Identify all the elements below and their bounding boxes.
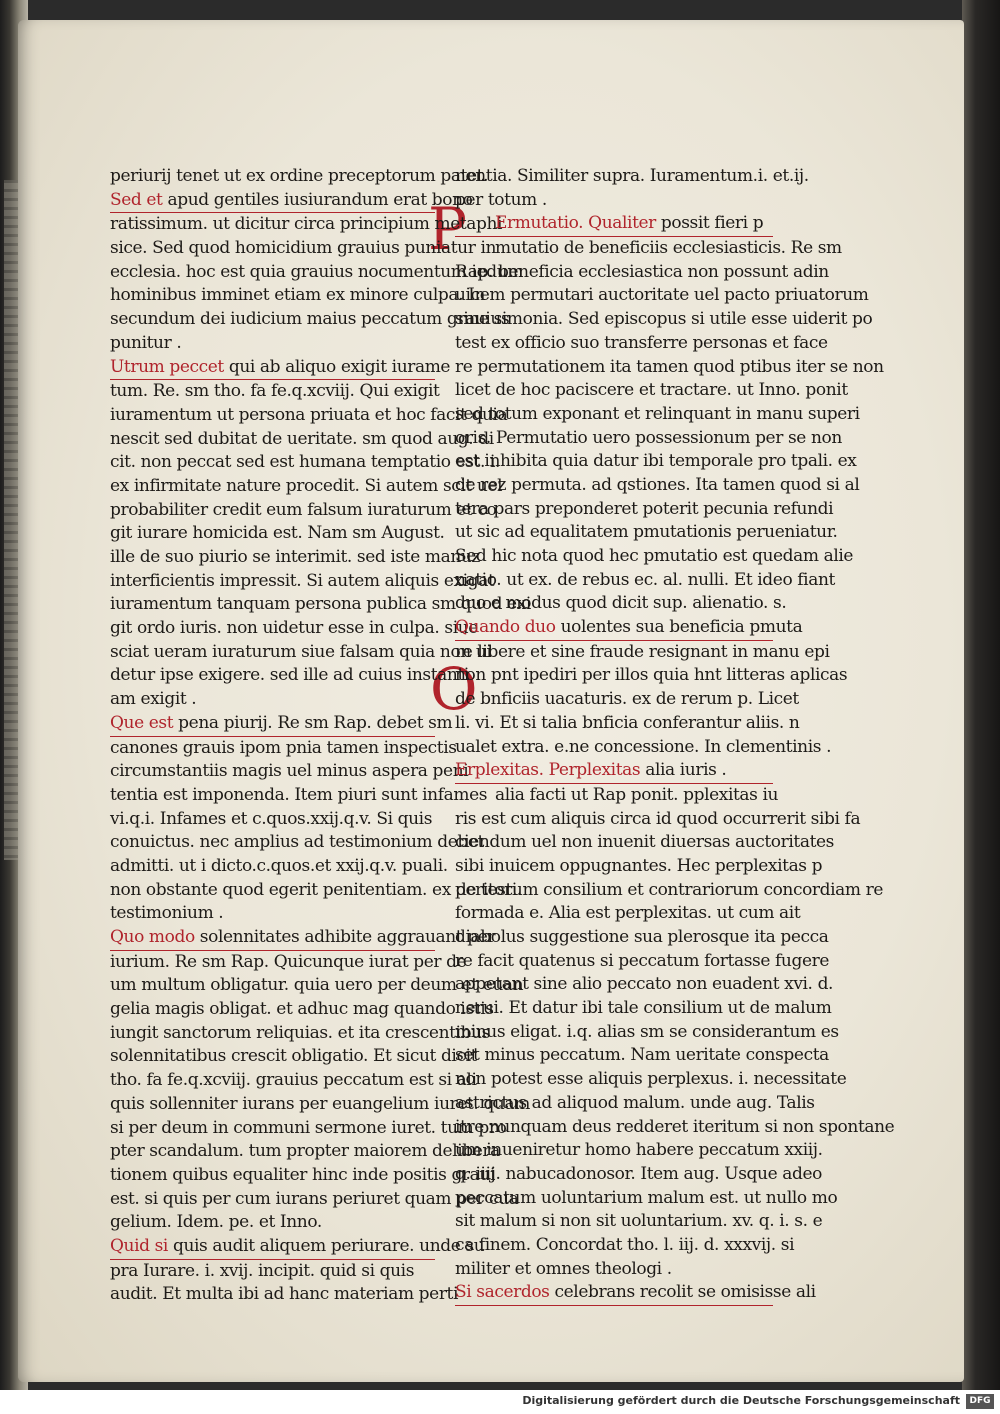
left-column-line: secundum dei iudicium maius peccatum grauius [110, 309, 510, 330]
left-column-line: tho. fa fe.q.xcviij. grauius peccatum est si ali [110, 1070, 477, 1091]
right-column-line: itre nunquam deus redderet iteritum si non spontane [455, 1116, 895, 1137]
left-column-line: pra Iurare. i. xvij. incipit. quid si quis [110, 1260, 415, 1281]
right-column-line: nerui. Et datur ibi tale consilium ut de malum [455, 998, 832, 1019]
right-column-line: duo e modus quod dicit sup. alienatio. s. [455, 593, 787, 614]
right-column-line: de bnficiis uacaturis. ex de rerum p. Licet [455, 689, 799, 710]
left-column-line: ille de suo piurio se interimit. sed iste manuz [110, 547, 480, 567]
right-column-line: est inhibita quia datur ibi temporale pro tpali. ex [455, 451, 857, 472]
rubric-word: Quo modo [110, 927, 195, 947]
right-column-line: non pnt ipediri per illos quia hnt litteras aplicas [455, 665, 848, 686]
right-column-line: li. vi. Et si talia bnficia conferantur aliis. n [455, 712, 800, 733]
right-column-line: um inueniretur homo habere peccatum xxiij. [455, 1140, 823, 1161]
left-column-line: circumstantiis magis uel minus aspera peni [110, 761, 469, 782]
right-column-line: re facit quatenus si peccatum fortasse fugere [455, 950, 829, 971]
right-column-line: uicem permutari auctoritate uel pacto priuatorum [455, 285, 869, 306]
left-column-line: cit. non peccat sed est humana temptatio est. i. [110, 452, 501, 473]
left-column-line: sciat ueram iuraturum siue falsam quia non ui [110, 641, 492, 662]
rubric-word: Utrum peccet [110, 356, 224, 377]
left-column-line: ecclesia. hoc est quia grauius nocumentum iedum [110, 261, 523, 282]
left-column-line: git iurare homicida est. Nam sm August. [110, 523, 445, 544]
right-column-line: minus eligat. i.q. alias sm se considerantum es [455, 1021, 839, 1042]
right-column-line: ciendum uel non inuenit diuersas auctoritates [455, 832, 834, 853]
funding-credit: Digitalisierung gefördert durch die Deutsche Forschungsgemeinschaft [522, 1394, 960, 1407]
left-column-line: Utrum peccet qui ab aliquo exigit iurame [110, 356, 435, 381]
left-column-line: Quo modo solennitates adhibite aggrauant per [110, 926, 435, 951]
left-column-line: tentia est imponenda. Item piuri sunt infames [110, 784, 488, 805]
left-column-line: quis sollenniter iurans per euangelium iuret. quam [110, 1093, 530, 1114]
right-column-line: astrictus ad aliquod malum. unde aug. Talis [455, 1092, 815, 1113]
left-column-line: conuictus. nec amplius ad testimonium debet [110, 832, 484, 853]
left-column-line: sice. Sed quod homicidium grauius puniatur in [110, 238, 497, 259]
right-column-line: test ex officio suo transferre personas et face [455, 332, 828, 353]
right-column-line: q. iiij. nabucadonosor. Item aug. Usque adeo [455, 1163, 822, 1184]
right-column-line: ris est cum aliquis circa id quod occurrerit sibi fa [455, 808, 861, 829]
rubric-word: Erplexitas. Perplexitas [455, 760, 641, 781]
right-column-line: ca finem. Concordat tho. l. iij. d. xxxvij. si [455, 1234, 795, 1255]
right-column-line: formada e. Alia est perplexitas. ut cum ait [455, 903, 801, 924]
right-column-line: Quando duo uolentes sua beneficia pmuta [455, 616, 773, 641]
right-column-line: Rap. beneficia ecclesiastica non possunt adin [455, 261, 829, 282]
right-column-line: Sed hic nota quod hec pmutatio est quedam alie [455, 546, 854, 566]
left-column-line: am exigit . [110, 689, 197, 710]
right-column-line: sine simonia. Sed episcopus si utile esse uiderit po [455, 309, 873, 330]
left-column-line: Quid si quis audit aliquem periurare. unde su [110, 1235, 435, 1260]
left-column-line: canones grauis ipom pnia tamen inspectis [110, 737, 457, 758]
right-column-line: Si sacerdos celebrans recolit se omisisse ali [455, 1281, 773, 1306]
left-column-line: iungit sanctorum reliquias. et ita crescentibus [110, 1022, 490, 1043]
right-column-line: alia facti ut Rap ponit. pplexitas iu [495, 784, 779, 805]
right-page-stack [962, 0, 1000, 1390]
right-column-line: sit malum si non sit uoluntarium. xv. q. i. s. e [455, 1211, 823, 1232]
rubric-word: Sed et [110, 189, 163, 210]
right-column-line: Erplexitas. Perplexitas alia iuris . [455, 759, 773, 784]
right-column-line: nentia. Similiter supra. Iuramentum.i. et.ij. [455, 166, 809, 186]
rubric-word: Si sacerdos [455, 1282, 550, 1303]
left-column-line: vi.q.i. Infames et c.quos.xxij.q.v. Si quis [110, 808, 433, 829]
left-column-line: hominibus imminet etiam ex minore culpa. In [110, 285, 486, 306]
right-column-line: non potest esse aliquis perplexus. i. necessitate [455, 1069, 847, 1090]
left-column-line: est. si quis per cum iurans periuret quam per cua [110, 1188, 519, 1209]
right-column-line: peritorum consilium et contrariorum concordiam re [455, 879, 884, 900]
left-column-line: iurium. Re sm Rap. Quicunque iurat per de [110, 951, 467, 972]
dfg-logo: DFG [966, 1394, 994, 1409]
left-column-line: tionem quibus equaliter hinc inde positis graui [110, 1164, 495, 1185]
left-column-line: gelia magis obligat. et adhuc mag quando istis [110, 999, 494, 1020]
rubric-word: Quid si [110, 1235, 168, 1256]
right-column-line: ualet extra. e.ne concessione. In clementinis . [455, 736, 832, 757]
left-column-line: solennitatibus crescit obligatio. Et sicut dicit [110, 1046, 478, 1067]
right-column-line: appetant sine alio peccato non euadent xvi. d. [455, 974, 834, 995]
left-column-line: testimonium . [110, 903, 224, 924]
right-column-line: re libere et sine fraude resignant in manu epi [455, 641, 830, 662]
right-column-line: tera pars preponderet poterit pecunia refundi [455, 498, 834, 519]
left-column-line: interficientis impressit. Si autem aliquis exigat [110, 570, 495, 591]
right-column-line: Ermutatio. Qualiter possit fieri p [455, 212, 773, 237]
left-column-line: detur ipse exigere. sed ille ad cuius instanti [110, 665, 469, 686]
left-column-line: si per deum in communi sermone iuret. tum pro [110, 1117, 507, 1138]
right-column-line: sed totum exponant et relinquant in manu superi [455, 403, 860, 424]
rubricated-initial-p: P [428, 195, 468, 263]
left-column-line: punitur . [110, 332, 182, 353]
text-column-right [455, 165, 895, 1306]
right-column-line: de rez permuta. ad qstiones. Ita tamen quod si al [455, 474, 860, 495]
left-column-line: non obstante quod egerit penitentiam. ex de testi. [110, 879, 522, 900]
left-column-line: ex infirmitate nature procedit. Si autem scit uel [110, 475, 503, 496]
left-column-line: um multum obligatur. quia uero per deum et euan [110, 975, 524, 996]
left-column-line: admitti. ut i dicto.c.quos.et xxij.q.v. puali. [110, 855, 448, 876]
right-column-line: per totum . [455, 189, 547, 210]
left-column-line: tum. Re. sm tho. fa fe.q.xcviij. Qui exigit [110, 381, 440, 402]
right-column-line: re permutationem ita tamen quod ptibus iter se non [455, 356, 884, 377]
left-column-line: ratissimum. ut dicitur circa principium metaphi [110, 214, 503, 235]
left-column-line: Sed et apud gentiles iusiurandum erat bono [110, 189, 435, 214]
left-column-line: pter scandalum. tum propter maiorem delibera [110, 1141, 500, 1162]
left-column-line: git ordo iuris. non uidetur esse in culpa. siue [110, 618, 478, 639]
rubric-word: Ermutatio. Qualiter [495, 213, 656, 234]
right-column-line: set minus peccatum. Nam ueritate conspecta [455, 1045, 829, 1066]
right-column-line: oris. Permutatio uero possessionum per se non [455, 427, 842, 448]
right-column-line: ut sic ad equalitatem pmutationis perueniatur. [455, 522, 838, 543]
left-column-line: gelium. Idem. pe. et Inno. [110, 1212, 322, 1233]
right-column-line: sibi inuicem oppugnantes. Hec perplexitas p [455, 855, 823, 876]
left-column-line: nescit sed dubitat de ueritate. sm quod aug. di [110, 428, 494, 449]
left-column-line: iuramentum ut persona priuata et hoc facit quia [110, 404, 508, 425]
left-column-line: audit. Et multa ibi ad hanc materiam perti [110, 1284, 459, 1305]
footer-bar [0, 1390, 1000, 1414]
right-column-line: natio. ut ex. de rebus ec. al. nulli. Et ideo fiant [455, 569, 835, 590]
left-column-line: iuramentum tanquam persona publica sm quod exi [110, 594, 531, 615]
right-column-line: diabolus suggestione sua plerosque ita pecca [455, 927, 829, 947]
rubricated-initial-o: O [430, 655, 478, 723]
left-column-line: Que est pena piurij. Re sm Rap. debet sm [110, 712, 435, 737]
left-column-line: periurij tenet ut ex ordine preceptorum patet. [110, 166, 489, 186]
right-column-line: mutatio de beneficiis ecclesiasticis. Re sm [495, 238, 842, 259]
right-column-line: licet de hoc paciscere et tractare. ut Inno. ponit [455, 380, 848, 401]
right-column-line: peccatum uoluntarium malum est. ut nullo mo [455, 1187, 838, 1208]
rubric-word: Quando duo [455, 617, 556, 638]
right-column-line: militer et omnes theologi . [455, 1258, 672, 1279]
left-column-line: probabiliter credit eum falsum iuraturum et co [110, 499, 497, 520]
rubric-word: Que est [110, 712, 174, 733]
